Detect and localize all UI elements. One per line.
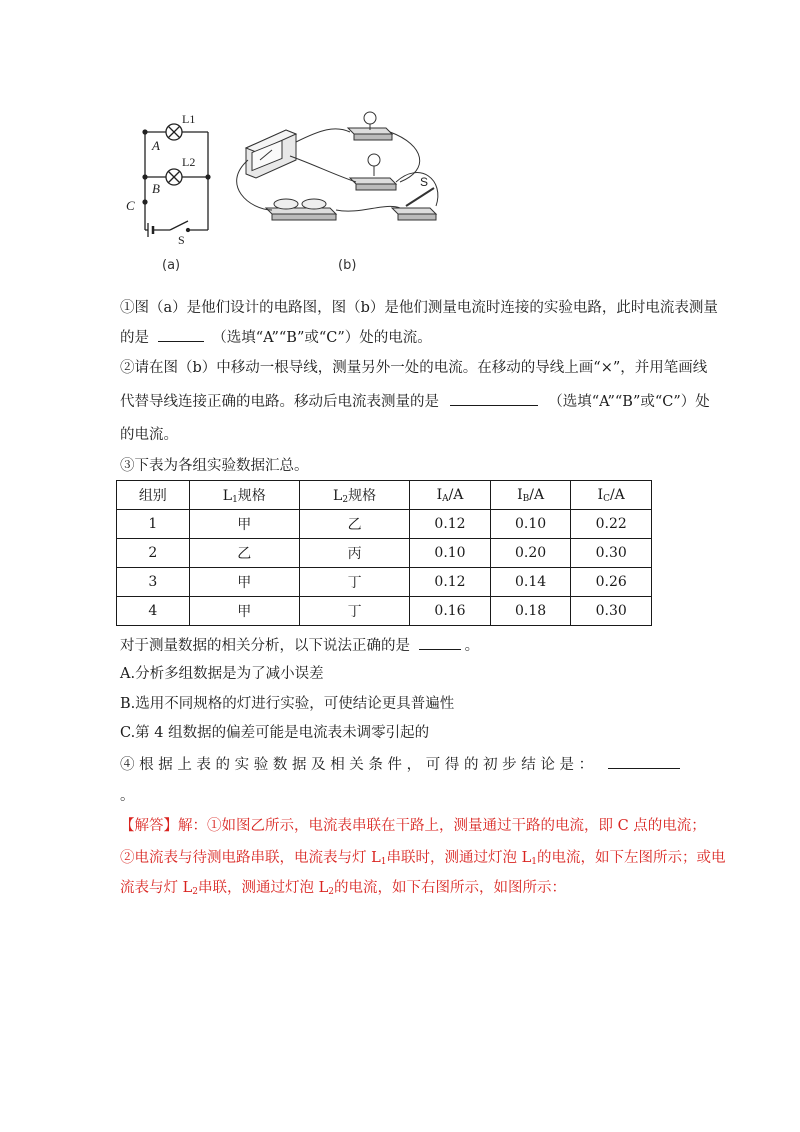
q4-text: ④ 根 据 上 表 的 实 验 数 据 及 相 关 条 件 ， 可 得 的 初 步 结 论 是 ： <box>120 757 594 773</box>
subscript: 2 <box>192 887 198 897</box>
table-header: 组别 <box>117 481 190 510</box>
label-l1: L1 <box>182 112 196 126</box>
table-cell: 0.26 <box>571 568 652 597</box>
label-a: A <box>152 138 160 153</box>
label-c: C <box>126 198 135 213</box>
table-cell: 0.18 <box>490 597 571 626</box>
q1-answer-blank <box>158 327 204 342</box>
option-c: C.第 4 组数据的偏差可能是电流表未调零引起的 <box>120 725 430 741</box>
q4-line2: 。 <box>120 788 135 804</box>
answer-text-2c: 的电流，如下左图所示；或电 <box>536 850 726 866</box>
table-cell: 0.14 <box>490 568 571 597</box>
data-table <box>116 480 652 626</box>
q1-line1: ①图（a）是他们设计的电路图，图（b）是他们测量电流时连接的实验电路，此时电流表测量 <box>120 300 718 316</box>
table-cell: 0.10 <box>490 510 571 539</box>
table-header: $I_B/A$ <box>490 481 571 510</box>
table-cell: 0.30 <box>571 597 652 626</box>
table-header: $L_1$规格 <box>189 481 299 510</box>
answer-text-3c: 的电流，如下右图所示，如图所示： <box>333 880 566 896</box>
circuit-photo-b <box>237 112 438 220</box>
table-cell: 乙 <box>299 510 409 539</box>
circuit-figures <box>100 90 440 280</box>
q4-line1 <box>120 754 800 775</box>
subscript: 1 <box>380 857 387 867</box>
q3-answer-blank <box>419 635 461 650</box>
table-row <box>117 597 652 626</box>
table-cell: 0.20 <box>490 539 571 568</box>
figure-area <box>100 90 440 280</box>
answer-text-2a: ②电流表与待测电路串联，电流表与灯 L <box>120 850 381 866</box>
table-header: $I_C/A$ <box>571 481 652 510</box>
label-s-b: S <box>420 175 429 189</box>
table-row <box>117 568 652 597</box>
table-row <box>117 510 652 539</box>
table-cell: 甲 <box>189 568 299 597</box>
q3-question-end: 。 <box>464 638 480 654</box>
q3-intro: ③下表为各组实验数据汇总。 <box>120 458 309 474</box>
caption-a: (a) <box>162 258 181 273</box>
answer-line2 <box>120 848 726 872</box>
table-cell: 0.10 <box>410 539 491 568</box>
q2-line1: ②请在图（b）中移动一根导线，测量另外一处的电流。在移动的导线上画“×”，并用笔画线 <box>120 360 708 376</box>
table-cell: 0.30 <box>571 539 652 568</box>
table-cell: 丁 <box>299 568 409 597</box>
q2-line3: 的电流。 <box>120 427 178 443</box>
q3-question <box>120 635 710 656</box>
table-header: $I_A/A$ <box>410 481 491 510</box>
table-cell: 0.12 <box>410 510 491 539</box>
q1-suffix: （选填“A”“B”或“C”）处的电流。 <box>212 330 432 346</box>
table-cell: 1 <box>117 510 190 539</box>
answer-text-3b: 串联，测通过灯泡 L <box>197 880 329 896</box>
answer-text-1: 解：①如图乙所示，电流表串联在干路上，测量通过干路的电流，即 C 点的电流； <box>178 818 706 834</box>
table-row <box>117 539 652 568</box>
table-cell: 0.16 <box>410 597 491 626</box>
answer-line1 <box>120 816 710 836</box>
label-b: B <box>152 181 160 196</box>
option-a: A.分析多组数据是为了减小误差 <box>120 666 324 682</box>
table-cell: 0.12 <box>410 568 491 597</box>
table-cell: 0.22 <box>571 510 652 539</box>
table-cell: 丁 <box>299 597 409 626</box>
q2-answer-blank <box>450 391 538 406</box>
q4-answer-blank <box>608 754 680 769</box>
q1-line2 <box>120 327 710 348</box>
table-cell: 甲 <box>189 510 299 539</box>
answer-line3 <box>120 878 710 902</box>
option-b: B.选用不同规格的灯进行实验，可使结论更具普遍性 <box>120 696 455 712</box>
answer-text-2b: 串联时，测通过灯泡 L <box>386 850 532 866</box>
table-header-row <box>117 481 652 510</box>
table-cell: 丙 <box>299 539 409 568</box>
q2-suffix: （选填“A”“B”或“C”）处 <box>548 394 710 410</box>
answer-text-3a: 流表与灯 L <box>120 880 193 896</box>
table-cell: 2 <box>117 539 190 568</box>
q3-question-text: 对于测量数据的相关分析，以下说法正确的是 <box>120 638 410 654</box>
q2-prefix: 代替导线连接正确的电路。移动后电流表测量的是 <box>120 394 439 410</box>
table-cell: 3 <box>117 568 190 597</box>
table-cell: 甲 <box>189 597 299 626</box>
table-cell: 乙 <box>189 539 299 568</box>
label-l2: L2 <box>182 155 196 169</box>
subscript: 2 <box>328 887 334 897</box>
q2-line2 <box>120 391 710 412</box>
answer-tag: 【解答】 <box>120 818 178 834</box>
caption-b: (b) <box>338 258 357 273</box>
subscript: 1 <box>531 857 537 867</box>
q1-prefix: 的是 <box>120 330 149 346</box>
label-s: S <box>178 233 185 247</box>
table-cell: 4 <box>117 597 190 626</box>
table-header: $L_2$规格 <box>299 481 409 510</box>
